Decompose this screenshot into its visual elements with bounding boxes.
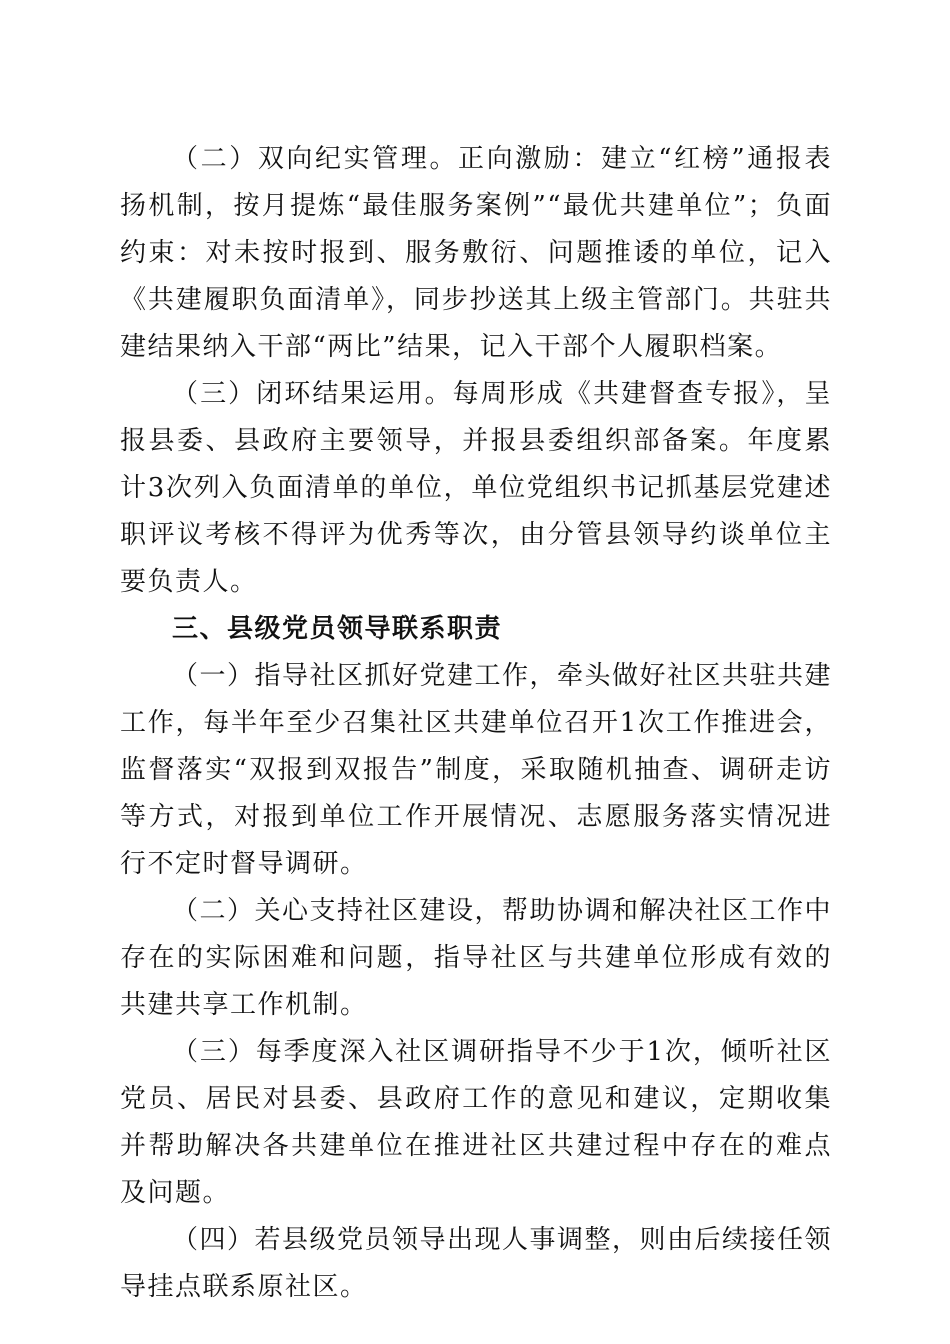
section-heading-leader-duties: 三、县级党员领导联系职责 <box>172 614 503 644</box>
paragraph-two-way-record-management: （二）双向纪实管理。正向激励：建立“红榜”通报表扬机制，按月提炼“最佳服务案例”“最优共建单位”；负面约束：对未按时报到、服务敷衍、问题推诿的单位，记入《共建履职负面清单》，同步抄送其上级主管部门。共驻共建结果纳入干部“两比”结果，记入干部个人履职档案。 <box>120 144 832 362</box>
paragraph-personnel-adjustment: （四）若县级党员领导出现人事调整，则由后续接任领导挂点联系原社区。 <box>120 1225 833 1302</box>
paragraph-support-community: （二）关心支持社区建设，帮助协调和解决社区工作中存在的实际困难和问题，指导社区与共建单位形成有效的共建共享工作机制。 <box>120 896 833 1020</box>
paragraph-quarterly-research: （三）每季度深入社区调研指导不少于1次，倾听社区党员、居民对县委、县政府工作的意见和建议，定期收集并帮助解决各共建单位在推进社区共建过程中存在的难点及问题。 <box>120 1037 832 1208</box>
document-body <box>120 136 832 1311</box>
paragraph-closed-loop-results: （三）闭环结果运用。每周形成《共建督查专报》，呈报县委、县政府主要领导，并报县委组织部备案。年度累计3次列入负面清单的单位，单位党组织书记抓基层党建述职评议考核不得评为优秀等次，由分管县领导约谈单位主要负责人。 <box>120 379 832 597</box>
paragraph-guide-party-building: （一）指导社区抓好党建工作，牵头做好社区共驻共建工作，每半年至少召集社区共建单位召开1次工作推进会，监督落实“双报到双报告”制度，采取随机抽查、调研走访等方式，对报到单位工作开展情况、志愿服务落实情况进行不定时督导调研。 <box>120 661 833 879</box>
